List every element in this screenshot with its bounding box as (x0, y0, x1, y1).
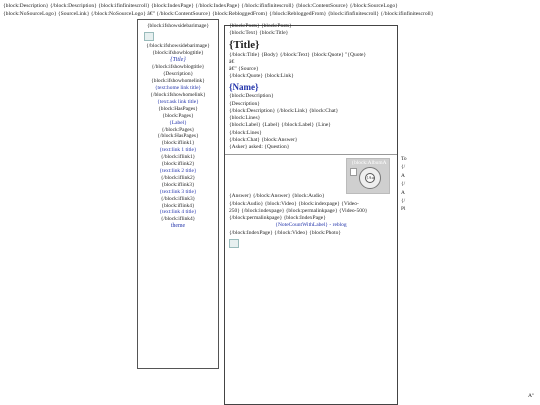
sidebar-image-block-open: {block:ifshowsidebarimage} (146, 23, 210, 29)
sidebar-image-block-close: {/block:ifshowsidebarimage} (146, 42, 210, 49)
post-column (224, 25, 398, 405)
link-4-block-open: {block:iflink4} (161, 202, 195, 209)
link-3-block-close: {/block:iflink3} (160, 195, 196, 202)
indexpage-photo-line: {/block:IndexPage} {/block:Video} {block:Photo} (229, 229, 342, 236)
pages-block-open: {block:Pages} (162, 112, 194, 119)
ask-link[interactable]: {text:ask link title} (157, 98, 199, 105)
overflow-text: {/ (401, 164, 406, 171)
asker-question: {Asker} asked: {Question} (229, 144, 290, 151)
album-art-label: {block:AlbumA (351, 160, 387, 166)
theme-credit-link[interactable]: theme (170, 223, 186, 230)
home-link[interactable]: {text:home link title} (154, 85, 202, 92)
audio-video-line: {/block:Audio} {block:Video} {block:indexpage} {Video- (229, 200, 359, 207)
overflow-text: To (401, 156, 407, 162)
audio-player[interactable] (346, 158, 390, 194)
note-count-link[interactable]: {NoteCountWithLabel} - reblog (275, 222, 347, 229)
page-link[interactable]: {Label} (169, 119, 187, 126)
link-1-block-open: {block:iflink1} (161, 140, 195, 147)
blog-title-block-open: {block:ifshowblogtitle} (152, 49, 204, 56)
post-title: {Title} (229, 38, 260, 51)
album-disc-icon (359, 167, 381, 189)
custom-link-3[interactable]: {text:link 3 title} (159, 188, 197, 195)
chat-lines-open: {block:Lines} (229, 115, 261, 122)
pages-block-close: {/block:Pages} (161, 126, 195, 133)
link-1-block-close: {/block:iflink1} (160, 154, 196, 161)
posts-block-open: {block:Posts} {block:Posts} (229, 23, 292, 29)
link-2-block-close: {/block:iflink2} (160, 174, 196, 181)
link-post-name[interactable]: {Name} (229, 81, 259, 92)
link-2-block-open: {block:iflink2} (161, 161, 195, 168)
overflow-text: {/ (401, 197, 406, 204)
disc-label: {Au (365, 173, 375, 183)
permalink-line: {/block:permalinkpage} {block:IndexPage} (229, 215, 326, 222)
overflow-text: A (401, 189, 405, 196)
overflow-column (401, 155, 415, 225)
custom-link-1[interactable]: {text:link 1 title} (159, 147, 197, 154)
home-link-block-close: {/block:ifshowhomelink} (150, 92, 206, 99)
post-divider (225, 154, 397, 155)
blog-title-block-close: {/block:ifshowblogtitle} (151, 64, 205, 71)
text-block-open: {block:Text} {block:Title} (229, 30, 289, 37)
description-text: {Description} (229, 100, 260, 107)
has-pages-block-close: {/block:HasPages} (157, 133, 199, 140)
home-link-block-open: {block:ifshowhomelink} (151, 78, 205, 85)
overflow-text: Pl (401, 206, 406, 213)
sidebar-panel (137, 19, 219, 369)
chat-close-answer-open: {/block:Chat} {block:Answer} (229, 136, 298, 143)
overflow-text: A (401, 172, 405, 179)
description-open: {block:Description} (229, 93, 274, 100)
header-template-line-1: {block:Description} {/block:Description} {block:ifinfinitescroll} {block:IndexPage} {/block:IndexPage} {/block:ifinfinitescroll} {block:ContentSource} {/block:SourceLogo} (3, 3, 398, 9)
answer-line: {Answer} {/block:Answer} {block:Audio} (229, 193, 325, 200)
broken-photo-icon (229, 239, 239, 248)
blog-title-link[interactable]: {Title} (170, 56, 186, 63)
broken-image-icon (144, 32, 154, 41)
header-template-line-2: {block:NoSourceLogo} {SourceLink} {/block:NoSourceLogo} â€” {/block:ContentSource} {block:RebloggedFrom} {/block:RebloggedFrom} {block:ifinfinitescroll} {/block:ifinfinitescroll} (3, 11, 434, 17)
custom-link-4[interactable]: {text:link 4 title} (159, 209, 197, 216)
quote-mark-line: â€ (229, 58, 235, 65)
stray-text-fragment: Aº (528, 393, 534, 399)
broken-image-icon (350, 168, 357, 176)
overflow-text: {/ (401, 181, 406, 188)
chat-lines-close: {/block:Lines} (229, 129, 262, 136)
quote-source: â€” {Source} (229, 66, 259, 73)
video-embed-line: 250} {/block:indexpage} {block:permalinkpage} {Video-500} (229, 207, 368, 214)
description-close: {/block:Description} {/block:Link} {block:Chat} (229, 107, 339, 114)
link-4-block-close: {/block:iflink4} (160, 216, 196, 223)
blog-description: {Description} (162, 71, 194, 78)
chat-label-line: {block:Label} {Label} {/block:Label} {Line} (229, 122, 331, 129)
post-body-line: {/block:Title} {Body} {/block:Text} {block:Quote} "{Quote} (229, 51, 367, 58)
has-pages-block-open: {block:HasPages} (158, 105, 198, 112)
custom-link-2[interactable]: {text:link 2 title} (159, 167, 197, 174)
quote-link-line: {/block:Quote} {block:Link} (229, 73, 294, 80)
link-3-block-open: {block:iflink3} (161, 181, 195, 188)
